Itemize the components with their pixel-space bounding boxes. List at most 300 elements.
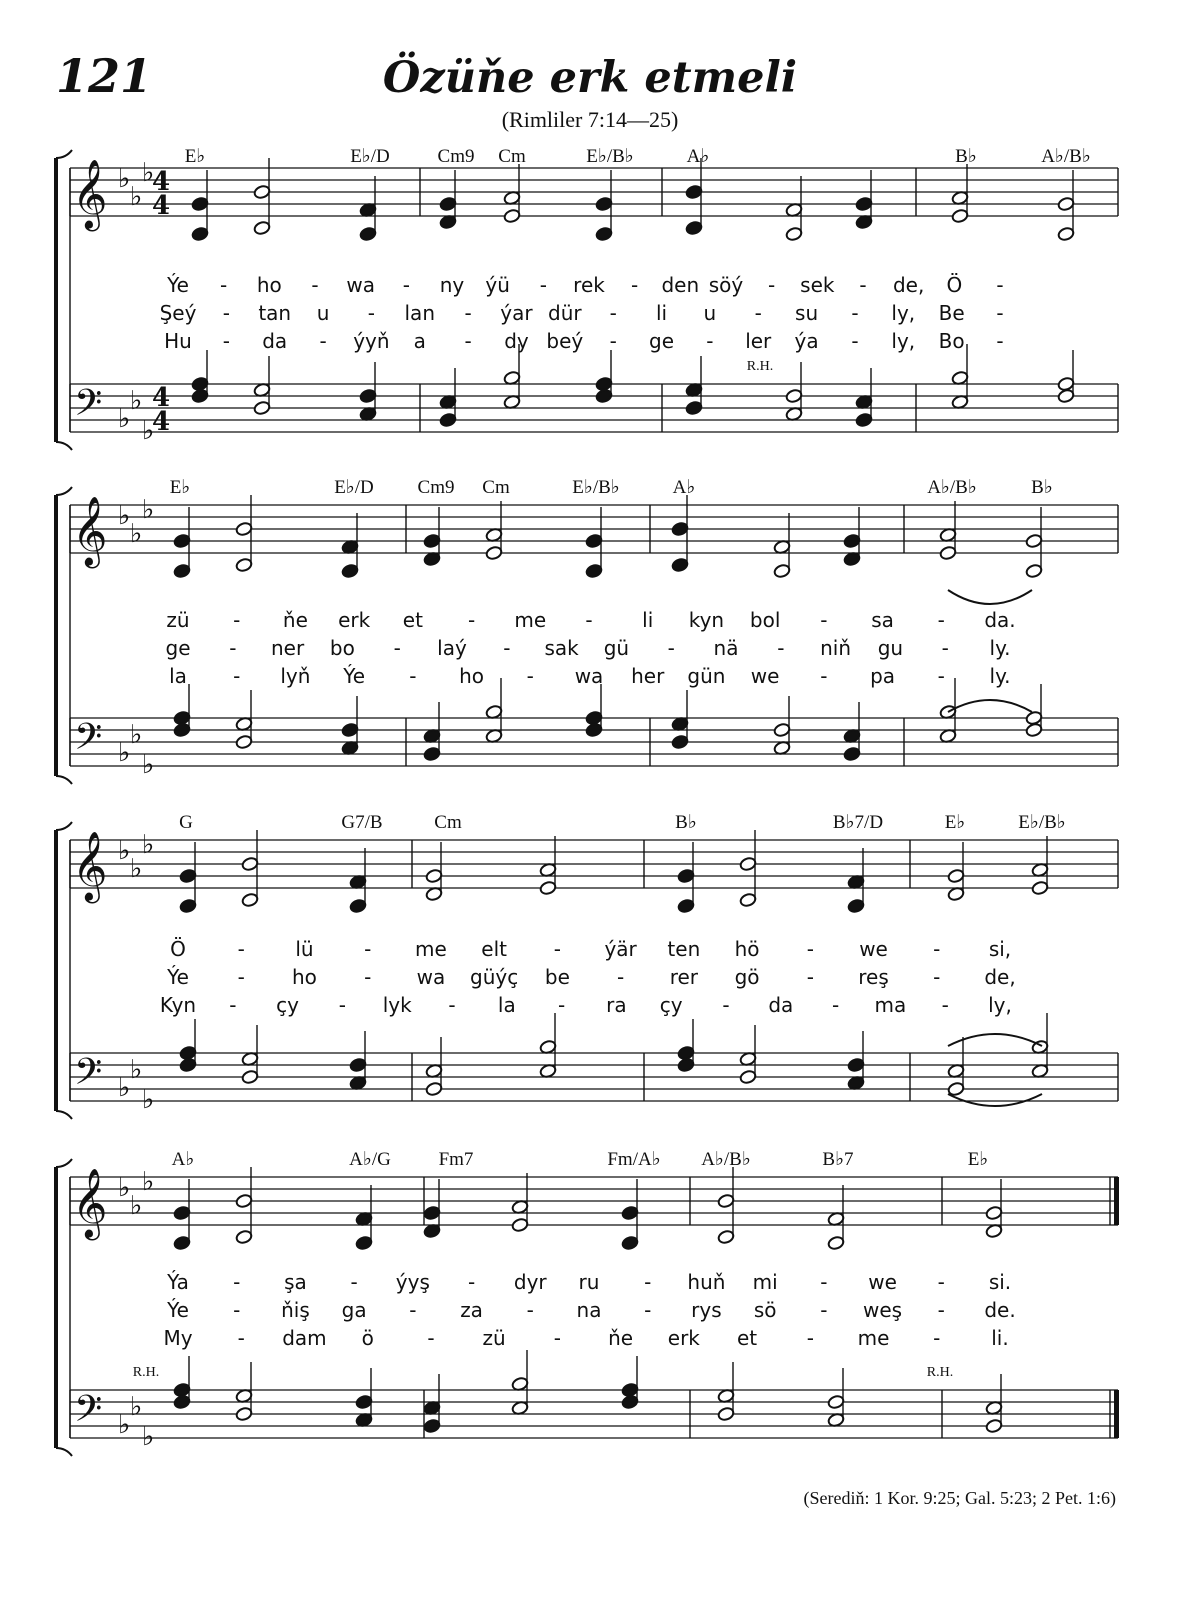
chord-symbol: E♭ [169,477,191,498]
note-head [439,196,457,211]
lyric-hyphen: - [722,993,730,1017]
lyric-hyphen: - [539,273,547,297]
lyric-hyphen: - [937,1270,945,1294]
note-head [439,214,457,229]
lyric-syllable: Ö [170,937,186,961]
note-head [235,1193,253,1208]
lyric-syllable: ýü [485,273,510,297]
lyric-hyphen: - [503,636,511,660]
note-head [739,1069,757,1084]
note-head [439,412,457,427]
lyric-syllable: dy [504,329,529,353]
note-head [1025,722,1043,737]
note-head [235,521,253,536]
lyric-hyphen: - [409,1298,417,1322]
note-head [739,1051,757,1066]
note-head [511,1376,529,1391]
lyric-syllable: za [460,1298,483,1322]
note-head [685,220,703,235]
lyric-syllable: na [576,1298,602,1322]
lyric-syllable: gu [877,636,904,660]
lyric-syllable: ly, [891,301,916,325]
lyric-syllable: da [262,329,288,353]
note-head [773,563,791,578]
lyric-syllable: ö [361,1326,374,1350]
note-head [359,202,377,217]
lyric-syllable: lyň [280,664,311,688]
note-head [439,394,457,409]
lyric-syllable: ny [439,273,465,297]
lyric-syllable: My [163,1326,193,1350]
note-head [621,1382,639,1397]
note-head [621,1205,639,1220]
bracket-top-hook [56,487,72,495]
note-head [671,521,689,536]
note-head [621,1394,639,1409]
lyric-hyphen: - [311,273,319,297]
note-head [595,196,613,211]
lyric-syllable: su [795,301,819,325]
lyric-syllable: si. [988,1270,1012,1294]
note-head [235,1406,253,1421]
right-hand-mark: R.H. [926,1365,954,1380]
note-head [355,1394,373,1409]
note-head [951,370,969,385]
note-head [671,716,689,731]
note-head [843,728,861,743]
note-head [827,1412,845,1427]
note-head [855,214,873,229]
note-head [685,184,703,199]
note-head [773,740,791,755]
lyric-hyphen: - [427,1326,435,1350]
lyric-hyphen: - [229,993,237,1017]
lyric-syllable: mi [752,1270,778,1294]
chord-symbol: B♭7 [822,1149,854,1170]
note-head [947,1063,965,1078]
note-head [785,226,803,241]
lyric-syllable: li. [991,1326,1009,1350]
lyric-syllable: pa [870,664,896,688]
lyric-syllable: sek [800,273,835,297]
note-head [359,388,377,403]
chord-symbol: G7/B [341,812,383,833]
lyric-hyphen: - [393,636,401,660]
flat-accidental: ♭ [142,495,155,525]
system-3 [56,812,1118,1119]
lyric-hyphen: - [350,1270,358,1294]
note-head [717,1388,735,1403]
note-head [511,1217,529,1232]
note-head [511,1199,529,1214]
lyric-syllable: a [413,329,426,353]
lyric-syllable: de, [892,273,925,297]
chord-symbol: Fm/A♭ [607,1149,661,1170]
lyric-hyphen: - [467,608,476,632]
note-head [847,874,865,889]
lyric-hyphen: - [609,301,617,325]
lyric-syllable: ýar [500,301,533,325]
lyric-hyphen: - [557,993,566,1017]
flat-accidental: ♭ [118,738,131,768]
lyric-hyphen: - [609,329,617,353]
note-head [349,1057,367,1072]
chord-symbol: A♭/B♭ [701,1149,751,1170]
note-head [843,551,861,566]
treble-clef: 𝄞 [72,496,108,566]
note-head [739,856,757,871]
bass-clef: 𝄢 [74,1051,103,1102]
final-barline [1114,1177,1119,1225]
lyric-syllable: reş [858,965,889,989]
lyric-syllable: elt [481,937,508,961]
tie-arc [948,1034,1042,1046]
lyric-syllable: söý [708,273,744,297]
lyric-hyphen: - [806,1326,814,1350]
chord-symbol: B♭ [1031,477,1053,498]
note-head [179,1045,197,1060]
flat-accidental: ♭ [142,158,155,188]
chord-symbol: A♭/B♭ [927,477,977,498]
flat-accidental: ♭ [118,1173,131,1203]
chord-symbol: E♭ [944,812,966,833]
note-head [827,1235,845,1250]
chord-symbol: A♭ [672,477,696,498]
lyric-hyphen: - [933,937,941,961]
lyric-syllable: ly, [891,329,916,353]
lyric-syllable: gün [687,664,726,688]
flat-accidental: ♭ [142,416,155,446]
note-head [425,1081,443,1096]
lyric-syllable: Şeý [159,301,197,325]
note-head [485,545,503,560]
lyric-syllable: sö [753,1298,777,1322]
note-head [173,1394,191,1409]
lyric-hyphen: - [402,273,410,297]
note-head [191,226,209,241]
note-head [585,722,603,737]
note-head [173,722,191,737]
lyric-hyphen: - [585,608,593,632]
flat-accidental: ♭ [142,1422,155,1452]
note-head [1057,196,1075,211]
note-head [1057,226,1075,241]
flat-accidental: ♭ [118,501,131,531]
lyric-syllable: gü [603,636,630,660]
lyric-hyphen: - [806,965,814,989]
lyric-syllable: me [415,937,447,961]
note-head [1031,862,1049,877]
lyric-syllable: beý [546,329,584,353]
lyric-syllable: ýär [604,937,637,961]
lyric-hyphen: - [941,993,949,1017]
lyric-syllable: li [642,608,654,632]
lyric-syllable: Ýa [167,1270,189,1294]
bracket-bottom-hook [56,776,72,784]
song-number: 121 [56,49,153,103]
note-head [235,1229,253,1244]
note-head [985,1205,1003,1220]
lyric-syllable: erk [338,608,371,632]
lyric-syllable: her [631,664,665,688]
lyric-hyphen: - [617,965,625,989]
note-head [785,388,803,403]
lyric-syllable: u [316,301,330,325]
lyric-hyphen: - [851,329,859,353]
note-head [939,545,957,560]
note-head [173,710,191,725]
note-head [717,1229,735,1244]
chord-symbol: A♭ [686,146,710,167]
lyric-hyphen: - [996,329,1004,353]
treble-clef: 𝄞 [72,159,108,229]
note-head [191,388,209,403]
lyric-syllable: we [868,1270,897,1294]
note-head [685,400,703,415]
lyric-syllable: ge [165,636,191,660]
lyric-syllable: et [402,608,423,632]
note-head [235,716,253,731]
lyric-syllable: nä [713,636,739,660]
lyric-syllable: lyk [382,993,412,1017]
note-head [539,1039,557,1054]
lyric-syllable: güýç [470,965,519,989]
note-head [503,370,521,385]
lyric-hyphen: - [237,965,245,989]
lyric-hyphen: - [859,273,867,297]
lyric-syllable: dür [548,301,582,325]
lyric-syllable: da. [984,608,1016,632]
note-head [173,533,191,548]
lyric-hyphen: - [367,301,376,325]
note-head [585,533,603,548]
flat-accidental: ♭ [130,1055,143,1085]
lyric-syllable: ýyň [353,329,390,353]
note-head [827,1394,845,1409]
note-head [349,1075,367,1090]
lyric-hyphen: - [831,993,840,1017]
flat-accidental: ♭ [130,386,143,416]
tie-arc [948,700,1032,712]
lyric-syllable: ýa [794,329,819,353]
note-head [855,196,873,211]
lyric-hyphen: - [222,301,230,325]
lyric-hyphen: - [233,1270,241,1294]
note-head [179,1057,197,1072]
lyric-syllable: de, [984,965,1016,989]
note-head [847,1057,865,1072]
bracket-bottom-hook [56,442,72,450]
chord-symbol: B♭ [955,146,977,167]
chord-symbol: B♭ [675,812,697,833]
bracket-bottom-hook [56,1111,72,1119]
note-head [349,898,367,913]
chord-symbol: E♭ [967,1149,989,1170]
lyric-syllable: bol [749,608,781,632]
note-head [847,898,865,913]
lyric-syllable: gö [734,965,760,989]
lyric-hyphen: - [933,965,941,989]
note-head [235,557,253,572]
lyric-syllable: den [661,273,700,297]
lyric-syllable: sa [871,608,894,632]
lyric-hyphen: - [220,273,228,297]
time-signature-bottom: 4 [152,191,171,221]
lyric-syllable: Ýe [343,664,366,688]
lyric-hyphen: - [364,937,372,961]
flat-accidental: ♭ [130,854,143,884]
footer-references: (Serediň: 1 Kor. 9:25; Gal. 5:23; 2 Pet. 1:6) [803,1488,1116,1508]
note-head [985,1223,1003,1238]
note-head [423,551,441,566]
lyric-syllable: u [703,301,717,325]
note-head [1025,710,1043,725]
note-head [241,892,259,907]
note-head [585,563,603,578]
note-head [241,1051,259,1066]
note-head [485,527,503,542]
note-head [503,394,521,409]
lyric-hyphen: - [644,1270,652,1294]
note-head [985,1418,1003,1433]
lyric-syllable: ru [578,1270,600,1294]
lyric-syllable: rer [669,965,699,989]
bass-clef: 𝄢 [74,382,103,433]
chord-symbol: E♭ [184,146,206,167]
chord-symbol: Cm [434,812,462,833]
note-head [359,406,377,421]
note-head [425,1063,443,1078]
note-head [951,208,969,223]
flat-accidental: ♭ [130,182,143,212]
tie-arc [948,1094,1042,1106]
final-barline [1114,1390,1119,1438]
lyric-syllable: ly, [988,993,1012,1017]
lyric-syllable: zü [166,608,190,632]
lyric-syllable: tan [258,301,292,325]
lyric-hyphen: - [820,664,828,688]
chord-symbol: E♭/B♭ [1018,812,1066,833]
lyric-syllable: ho [256,273,282,297]
note-head [947,886,965,901]
lyric-hyphen: - [768,273,776,297]
flat-accidental: ♭ [142,750,155,780]
note-head [341,539,359,554]
note-head [847,1075,865,1090]
lyric-syllable: si, [988,937,1012,961]
lyric-syllable: da [768,993,794,1017]
lyric-syllable: huň [687,1270,726,1294]
lyric-syllable: Be [938,301,965,325]
lyric-hyphen: - [319,329,327,353]
chord-symbol: A♭ [171,1149,195,1170]
lyric-hyphen: - [409,664,417,688]
note-head [355,1211,373,1226]
note-head [773,722,791,737]
note-head [341,563,359,578]
lyric-syllable: be [544,965,570,989]
lyric-hyphen: - [806,937,814,961]
tie-arc [948,590,1032,604]
note-head [621,1235,639,1250]
note-head [253,382,271,397]
note-head [235,734,253,749]
note-head [173,563,191,578]
note-head [423,533,441,548]
lyric-hyphen: - [237,1326,245,1350]
lyric-syllable: ma [874,993,907,1017]
lyric-syllable: bo [329,636,355,660]
lyric-hyphen: - [467,1270,476,1294]
note-head [939,728,957,743]
lyric-syllable: we [859,937,888,961]
note-head [717,1406,735,1421]
note-head [341,722,359,737]
lyric-hyphen: - [820,608,828,632]
lyric-syllable: çy [659,993,683,1017]
lyric-hyphen: - [631,273,639,297]
note-head [191,376,209,391]
lyric-hyphen: - [364,965,372,989]
lyric-syllable: me [514,608,547,632]
lyric-hyphen: - [464,301,472,325]
lyric-hyphen: - [754,301,762,325]
note-head [827,1211,845,1226]
lyric-syllable: ňiş [281,1298,310,1322]
system-2 [56,477,1118,784]
flat-accidental: ♭ [118,1073,131,1103]
note-head [179,898,197,913]
note-head [985,1400,1003,1415]
note-head [179,868,197,883]
lyric-syllable: ňe [282,608,308,632]
lyric-hyphen: - [851,301,859,325]
lyric-syllable: Hu [164,329,192,353]
lyric-hyphen: - [553,937,561,961]
lyric-syllable: la [497,993,516,1017]
chord-symbol: E♭/D [334,477,374,498]
note-head [425,868,443,883]
flat-accidental: ♭ [118,836,131,866]
note-head [951,394,969,409]
lyric-hyphen: - [820,1270,828,1294]
note-head [1057,388,1075,403]
lyric-syllable: ho [292,965,317,989]
lyric-syllable: hö [734,937,760,961]
lyric-syllable: wa [416,965,446,989]
note-head [173,1235,191,1250]
note-head [423,1418,441,1433]
note-head [539,862,557,877]
chord-symbol: E♭/D [350,146,390,167]
note-head [595,226,613,241]
lyric-syllable: şa [284,1270,307,1294]
lyric-syllable: rys [691,1298,722,1322]
note-head [191,196,209,211]
lyric-hyphen: - [229,636,237,660]
note-head [677,1045,695,1060]
lyric-hyphen: - [996,301,1004,325]
lyric-hyphen: - [933,1326,941,1350]
lyric-syllable: Ýe [167,965,189,989]
note-head [1057,376,1075,391]
system-4 [56,1149,1119,1456]
lyric-syllable: ly. [989,664,1011,688]
lyric-syllable: niň [820,636,852,660]
lyric-hyphen: - [448,993,456,1017]
note-head [951,190,969,205]
note-head [773,539,791,554]
